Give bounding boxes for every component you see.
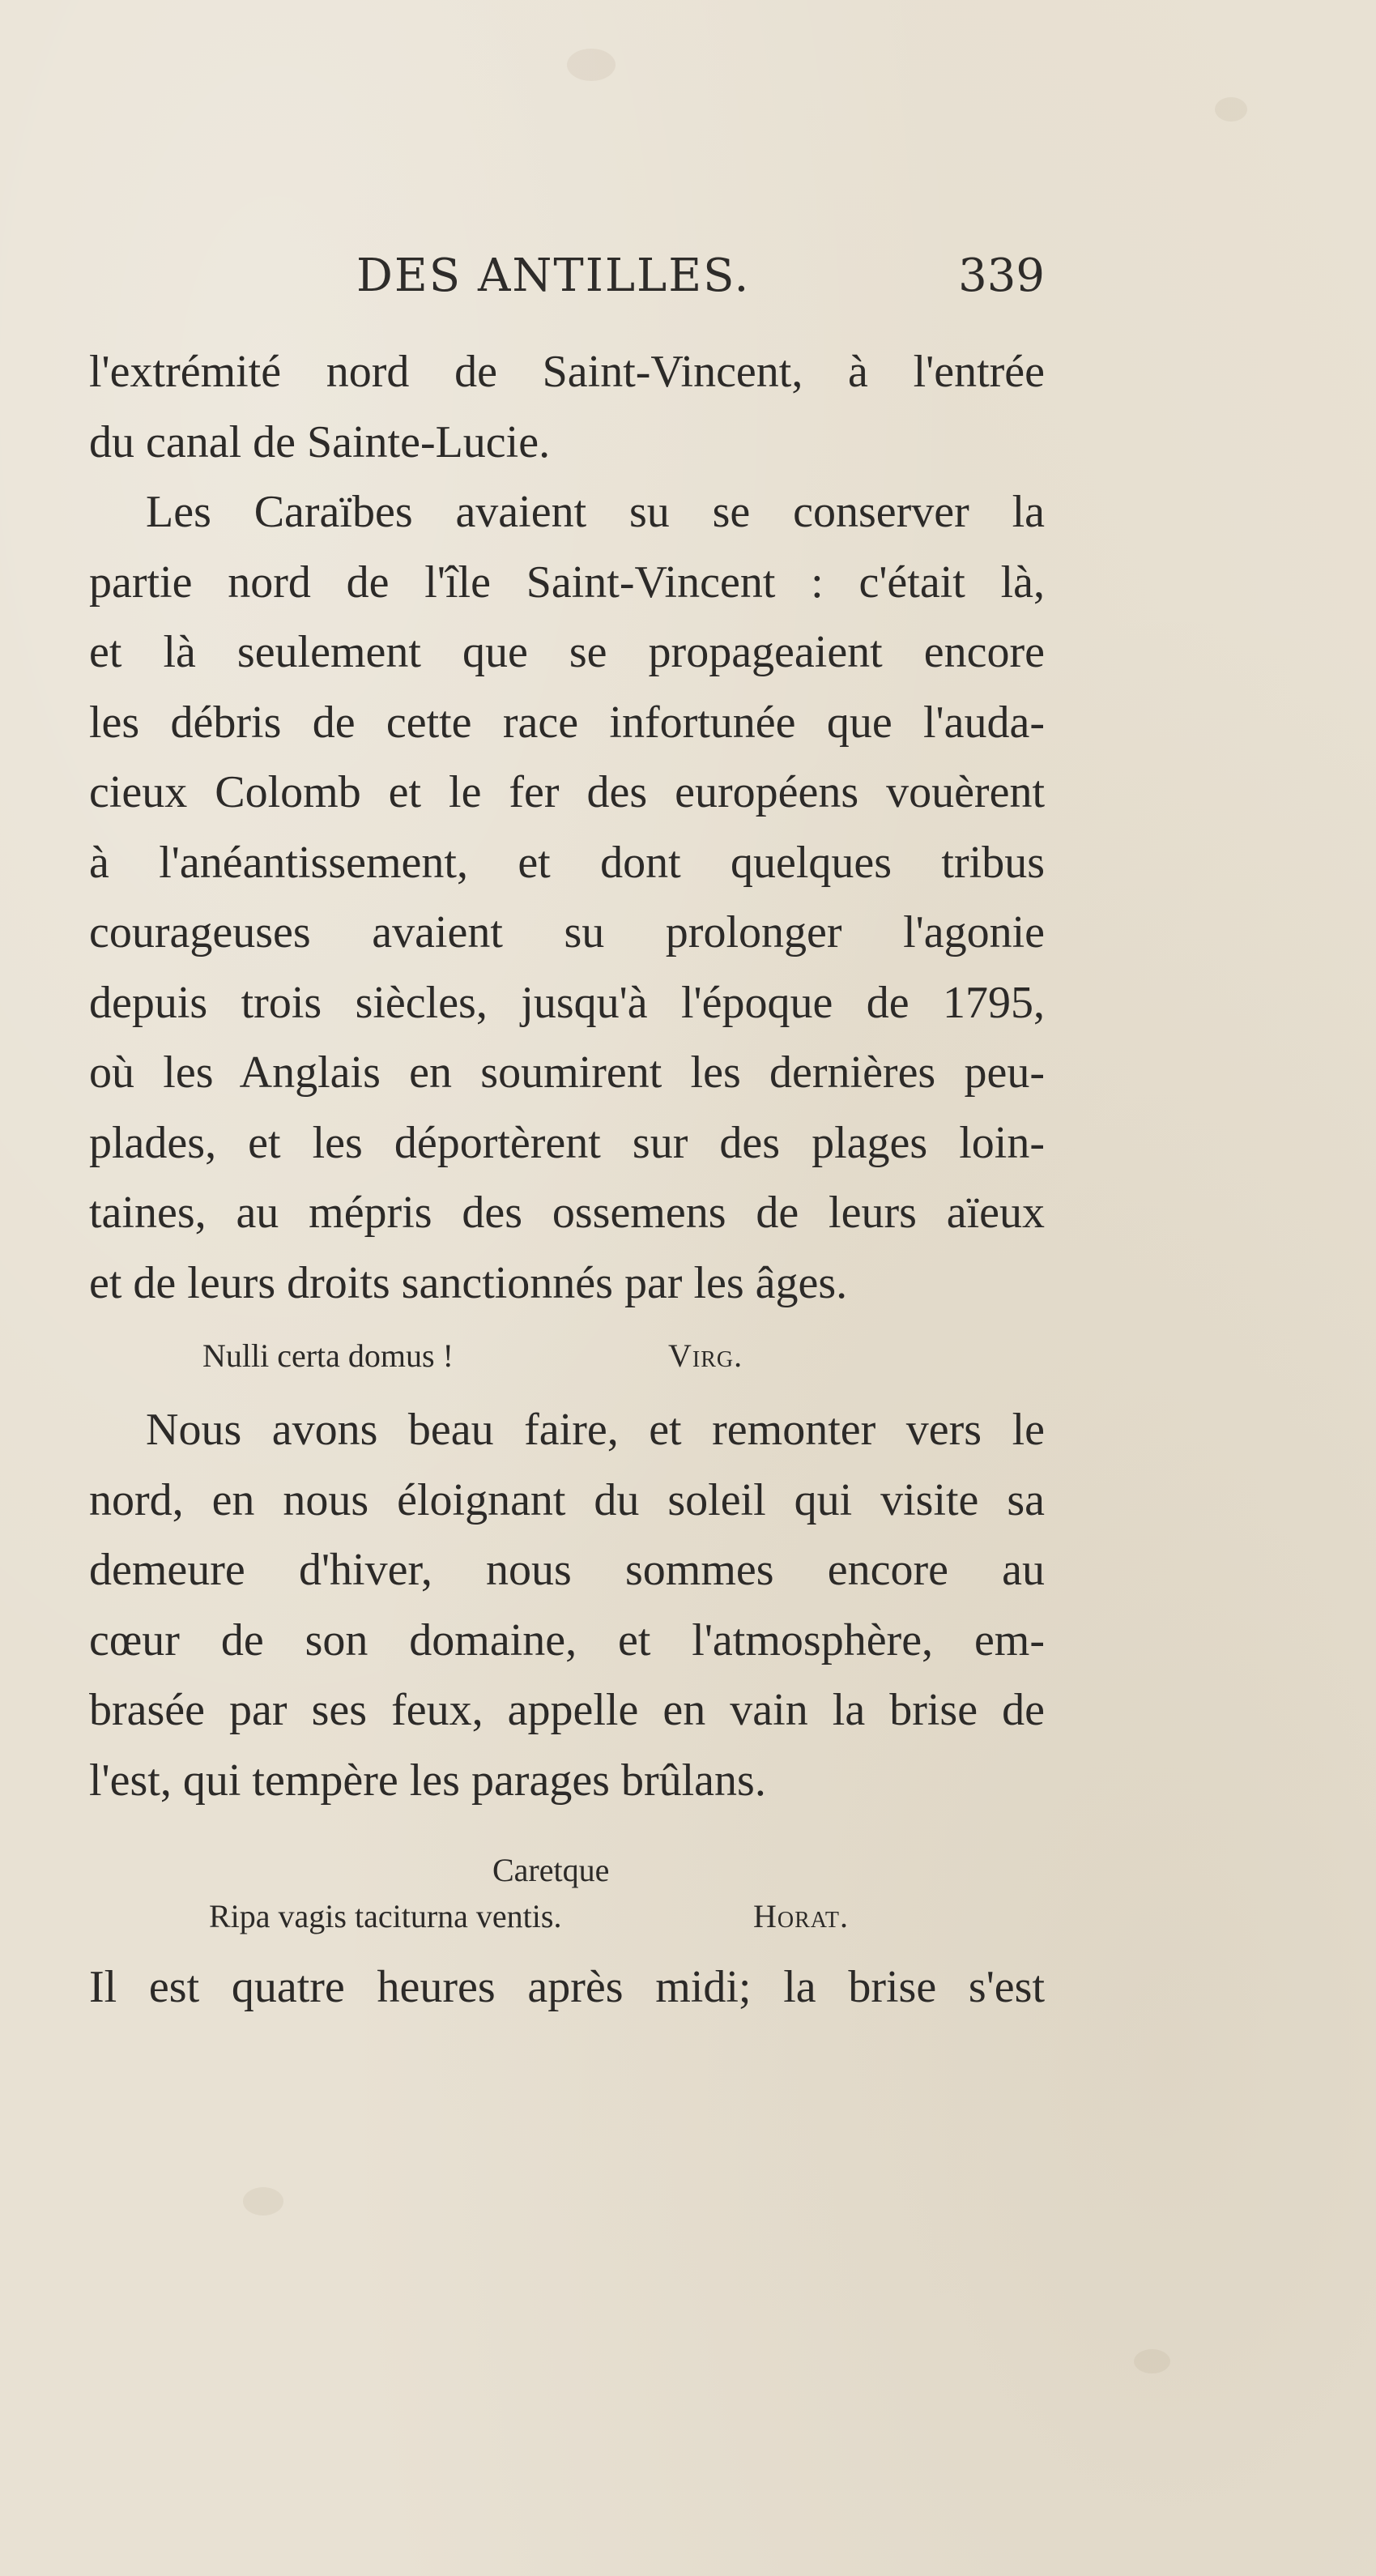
- paper-stain: [1134, 2349, 1170, 2373]
- text-line: demeure d'hiver, nous sommes encore au: [89, 1545, 1045, 1595]
- epigraph-line-2: Ripa vagis taciturna ventis.: [209, 1898, 562, 1934]
- text-line: les débris de cette race infortunée que l'auda-: [89, 697, 1045, 748]
- page-number: 339: [958, 249, 1045, 302]
- text-line: taines, au mépris des ossemens de leurs aïeux: [89, 1188, 1045, 1238]
- epigraph-author: Virg.: [668, 1337, 743, 1374]
- text-line: Nous avons beau faire, et remonter vers le: [146, 1405, 1045, 1455]
- text-line: brasée par ses feux, appelle en vain la brise de: [89, 1685, 1045, 1735]
- text-line: et là seulement que se propageaient encore: [89, 627, 1045, 677]
- text-line: Les Caraïbes avaient su se conserver la: [146, 487, 1045, 537]
- body-text-2: [89, 1395, 1045, 1815]
- text-line: l'est, qui tempère les parages brûlans.: [89, 1755, 766, 1806]
- paper-stain: [567, 49, 616, 81]
- running-head: [89, 249, 1045, 314]
- text-line: cœur de son domaine, et l'atmosphère, em-: [89, 1614, 1045, 1665]
- paper-stain: [1215, 97, 1247, 122]
- text-line: l'extrémité nord de Saint-Vincent, à l'entrée: [89, 347, 1045, 397]
- text-line: nord, en nous éloignant du soleil qui visite sa: [89, 1474, 1045, 1525]
- text-line: à l'anéantissement, et dont quelques tribus: [89, 837, 1045, 888]
- text-line: plades, et les déportèrent sur des plages loin-: [89, 1117, 1045, 1168]
- epigraph-author: Horat.: [753, 1898, 850, 1934]
- text-line: où les Anglais en soumirent les dernières peu-: [89, 1047, 1045, 1098]
- text-line: Il est quatre heures après midi; la brise s'est: [89, 1962, 1045, 2012]
- epigraph-text: Nulli certa domus !: [202, 1337, 454, 1374]
- text-line: partie nord de l'île Saint-Vincent : c'était là,: [89, 557, 1045, 608]
- text-line: du canal de Sainte-Lucie.: [89, 416, 551, 467]
- paper-stain: [243, 2187, 283, 2216]
- text-line: courageuses avaient su prolonger l'agonie: [89, 907, 1045, 957]
- text-line: et de leurs droits sanctionnés par les âges.: [89, 1257, 848, 1308]
- epigraph-line-1: Caretque: [492, 1852, 610, 1888]
- body-text: [89, 337, 1045, 1318]
- text-line: depuis trois siècles, jusqu'à l'époque de 1795,: [89, 977, 1045, 1028]
- text-line: cieux Colomb et le fer des européens vouèrent: [89, 767, 1045, 817]
- body-text-3: [89, 1952, 1045, 2023]
- running-head-title: DES ANTILLES.: [356, 249, 751, 302]
